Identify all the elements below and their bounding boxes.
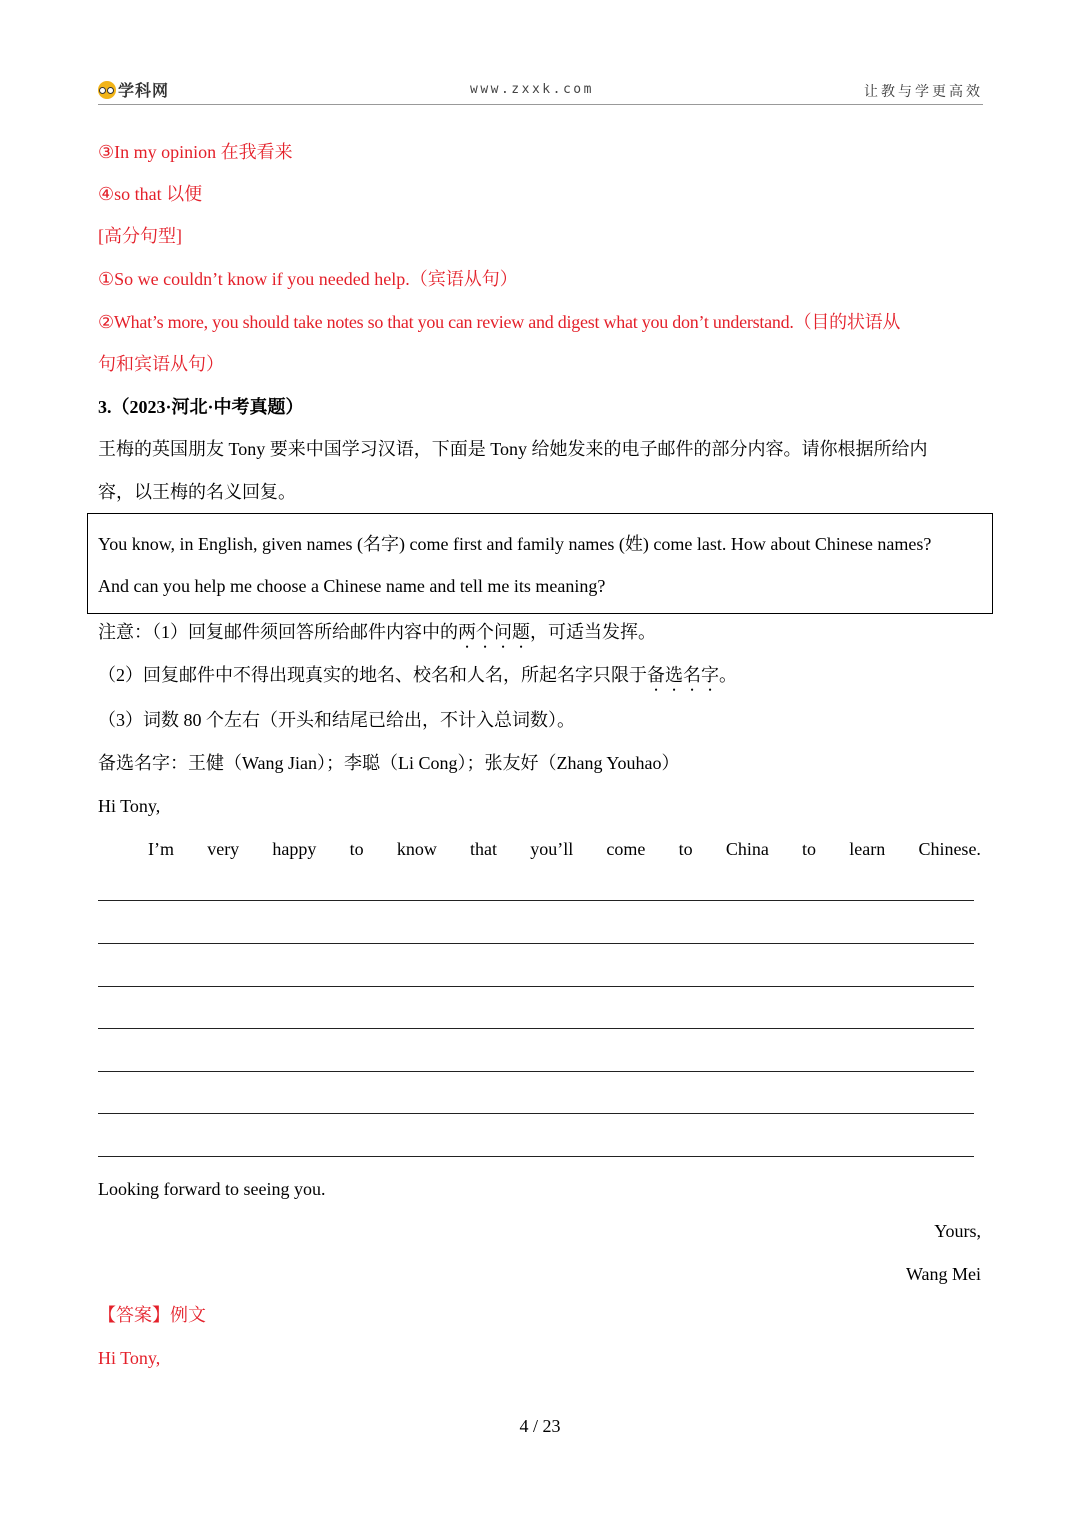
opening-word: learn (849, 839, 886, 859)
opening-word: come (606, 839, 646, 859)
logo-text: 学科网 (118, 81, 170, 100)
opening-word: you’ll (530, 839, 574, 859)
note-2: （2）回复邮件中不得出现真实的地名、校名和人名，所起名字只限于备选名字。 (98, 665, 737, 685)
email-excerpt-box (87, 513, 993, 614)
opening-word: to (678, 839, 693, 859)
question-prompt-line-2: 容，以王梅的名义回复。 (98, 482, 296, 502)
question-prompt-line-1: 王梅的英国朋友 Tony 要来中国学习汉语，下面是 Tony 给她发来的电子邮件的部分内容。请你根据所给内 (98, 439, 928, 459)
letter-greeting: Hi Tony, (98, 796, 161, 816)
opening-word: China (725, 839, 769, 859)
opening-word: Chinese. (918, 839, 981, 859)
phrase-4: ④so that 以便 (98, 184, 203, 204)
opening-word: to (349, 839, 364, 859)
page-header (98, 76, 983, 105)
opening-word: happy (272, 839, 317, 859)
emphasis-candidate-names: 备选名字 (647, 665, 719, 685)
letter-closing: Looking forward to seeing you. (98, 1179, 326, 1199)
logo-icon (98, 81, 116, 99)
letter-opening-sentence (148, 837, 981, 861)
letter-sign-off: Yours, (934, 1221, 981, 1241)
header-slogan: 让教与学更高效 (864, 84, 983, 100)
sentence-2-line-1: ②What’s more, you should take notes so that you can review and digest what you don’t understand.（目的状语从 (98, 312, 901, 332)
answer-line[interactable] (98, 1028, 974, 1029)
answer-greeting: Hi Tony, (98, 1348, 161, 1368)
opening-word: that (470, 839, 498, 859)
answer-label: 【答案】例文 (98, 1305, 206, 1325)
answer-line[interactable] (98, 1071, 974, 1072)
email-line-1: You know, in English, given names (名字) come first and family names (姓) come last. How about Chinese names? (98, 534, 932, 554)
sentence-heading: [高分句型] (98, 226, 182, 246)
logo (98, 78, 169, 101)
sentence-2-line-2: 句和宾语从句） (98, 354, 224, 374)
answer-line[interactable] (98, 1156, 974, 1157)
candidate-names: 备选名字：王健（Wang Jian）；李聪（Li Cong）；张友好（Zhang Youhao） (98, 753, 680, 773)
note-3: （3）词数 80 个左右（开头和结尾已给出，不计入总词数）。 (98, 710, 575, 730)
answer-line[interactable] (98, 943, 974, 944)
sentence-1: ①So we couldn’t know if you needed help.（宾语从句） (98, 269, 518, 289)
opening-word: to (802, 839, 817, 859)
answer-line[interactable] (98, 900, 974, 901)
opening-word: very (207, 839, 240, 859)
emphasis-two-questions: 两个问题 (458, 622, 530, 642)
letter-signature: Wang Mei (905, 1264, 981, 1284)
answer-line[interactable] (98, 1113, 974, 1114)
email-line-2: And can you help me choose a Chinese name and tell me its meaning? (98, 576, 606, 596)
site-url: www.zxxk.com (470, 82, 594, 97)
question-number: 3.（2023·河北·中考真题） (98, 397, 304, 417)
note-1: 注意：（1）回复邮件须回答所给邮件内容中的两个问题，可适当发挥。 (98, 622, 656, 642)
phrase-3: ③In my opinion 在我看来 (98, 142, 293, 162)
answer-line[interactable] (98, 986, 974, 987)
opening-word: I’m (148, 839, 174, 859)
page-number: 4 / 23 (519, 1416, 561, 1436)
opening-word: know (396, 839, 437, 859)
